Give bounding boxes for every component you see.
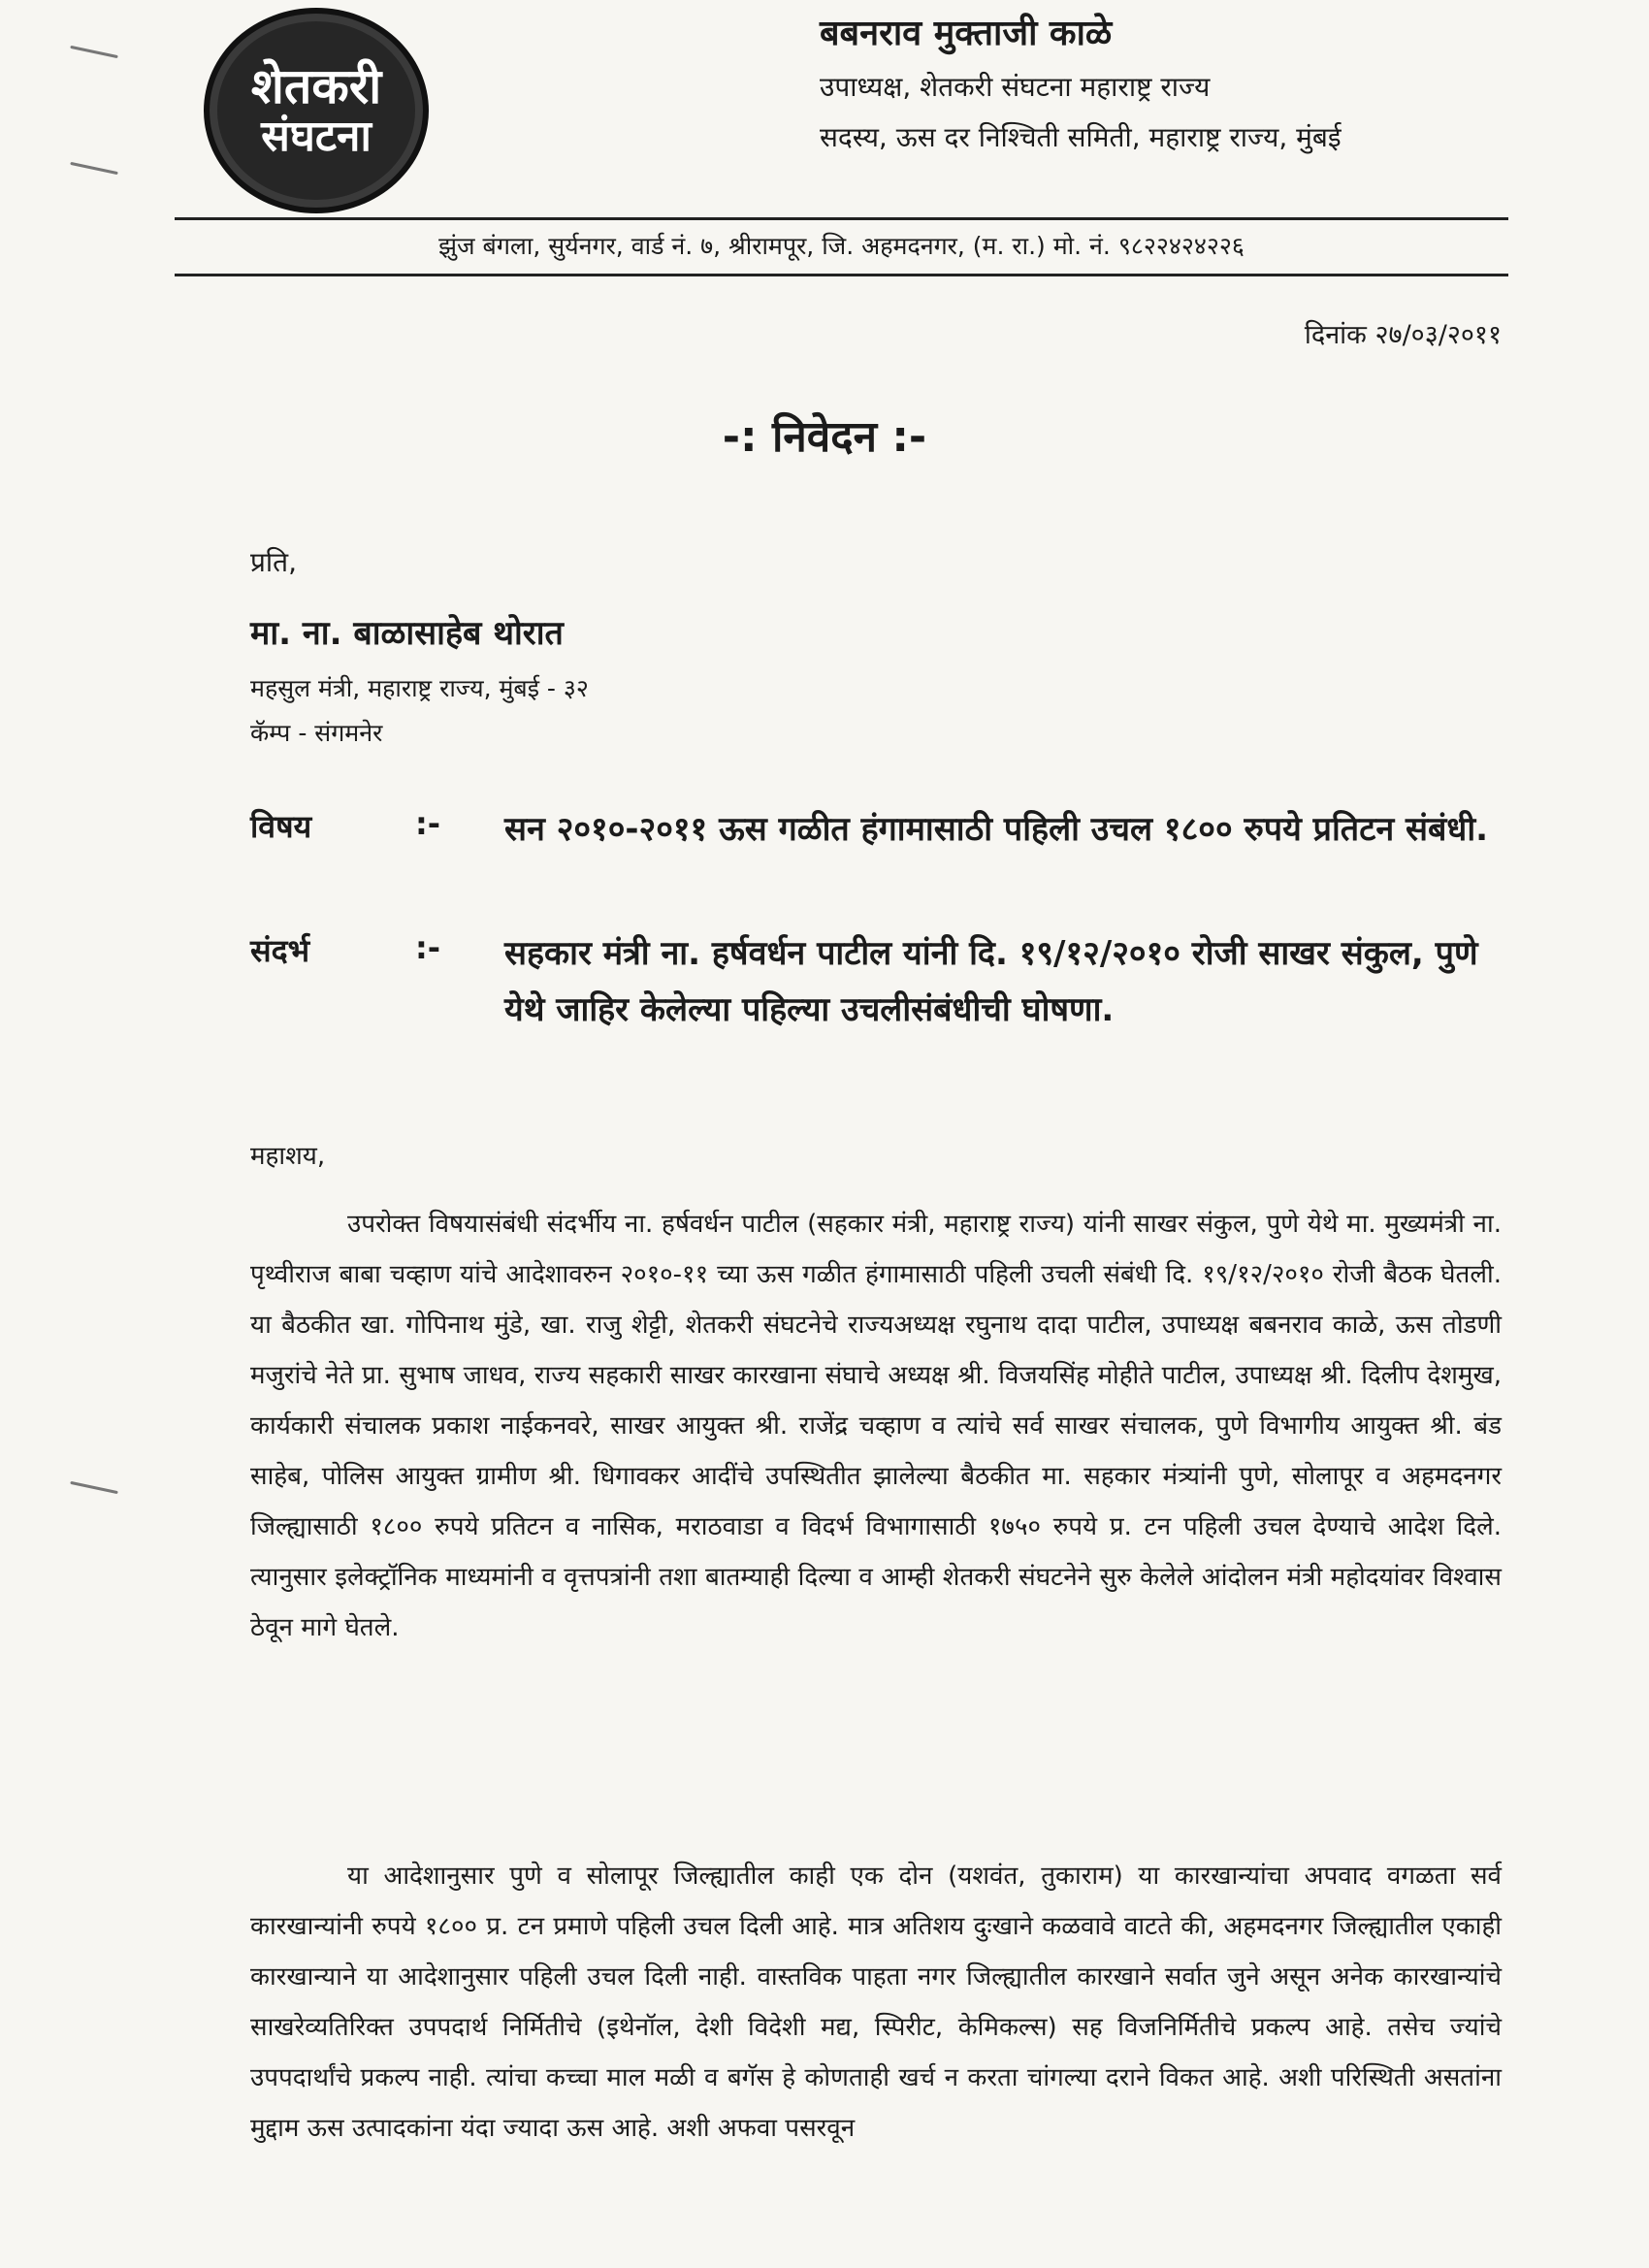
recipient-designation: महसुल मंत्री, महाराष्ट्र राज्य, मुंबई - ३२ (250, 674, 589, 702)
margin-mark (70, 1481, 118, 1494)
header-divider-bottom (175, 274, 1508, 276)
recipient-camp: कॅम्प - संगमनेर (250, 719, 383, 747)
header-divider-top (175, 217, 1508, 220)
logo-text-line2: संघटना (261, 112, 372, 162)
reference-separator: :- (415, 929, 441, 966)
reference-text: सहकार मंत्री ना. हर्षवर्धन पाटील यांनी दि. १९/१२/२०१० रोजी साखर संकुल, पुणे येथे जाहिर केलेल्या पहिल्या उचलीसंबंधीची घोषणा. (504, 934, 1478, 1029)
letter-date: दिनांक २७/०३/२०११ (1304, 320, 1502, 350)
body-paragraph-2: या आदेशानुसार पुणे व सोलापूर जिल्ह्यातील काही एक दोन (यशवंत, तुकाराम) या कारखान्यांचा अपवाद वगळता सर्व कारखान्यांनी रुपये १८०० प्र. टन प्रमाणे पहिली उचल दिली आहे. मात्र अतिशय दुःखाने कळवावे वाटते की, अहमदनगर जिल्ह्यातील एकाही कारखान्याने या आदेशानुसार पहिली उचल दिली नाही. वास्तविक पाहता नगर जिल्ह्यातील कारखाने सर्वात जुने असून अनेक कारखान्यांचे साखरेव्यतिरिक्त उपपदार्थ निर्मितीचे (इथेनॉल, देशी विदेशी मद्य, स्पिरीट, केमिकल्स) सह विजनिर्मितीचे प्रकल्प आहे. तसेच ज्यांचे उपपदार्थांचे प्रकल्प नाही. त्यांचा कच्चा माल मळी व बगॅस हे कोणताही खर्च न करता चांगल्या दराने विकत आहे. अशी परिस्थिती असतांना मुद्दाम ऊस उत्पादकांना यंदा ज्यादा ऊस आहे. अशी अफवा पसरवून (250, 1862, 1502, 2143)
recipient-name: मा. ना. बाळासाहेब थोरात (250, 614, 564, 653)
body-paragraph-1: उपरोक्त विषयासंबंधी संदर्भीय ना. हर्षवर्धन पाटील (सहकार मंत्री, महाराष्ट्र राज्य) यांनी साखर संकुल, पुणे येथे मा. मुख्यमंत्री ना. पृथ्वीराज बाबा चव्हाण यांचे आदेशावरुन २०१०-११ च्या ऊस गळीत हंगामासाठी पहिली उचली संबंधी दि. १९/१२/२०१० रोजी बैठक घेतली. या बैठकीत खा. गोपिनाथ मुंडे, खा. राजु शेट्टी, शेतकरी संघटनेचे राज्यअध्यक्ष रघुनाथ दादा पाटील, उपाध्यक्ष बबनराव काळे, ऊस तोडणी मजुरांचे नेते प्रा. सुभाष जाधव, राज्य सहकारी साखर कारखाना संघाचे अध्यक्ष श्री. विजयसिंह मोहीते पाटील, उपाध्यक्ष श्री. दिलीप देशमुख, कार्यकारी संचालक प्रकाश नाईकनवरे, साखर आयुक्त श्री. राजेंद्र चव्हाण व त्यांचे सर्व साखर संचालक, पुणे विभागीय आयुक्त श्री. बंड साहेब, पोलिस आयुक्त ग्रामीण श्री. धिगावकर आदींचे उपस्थितीत झालेल्या बैठकीत मा. सहकार मंत्र्यांनी पुणे, सोलापूर व अहमदनगर जिल्ह्यासाठी १८०० रुपये प्रतिटन व नासिक, मराठवाडा व विदर्भ विभागासाठी १७५० रुपये प्र. टन पहिली उचल देण्याचे आदेश दिले. त्यानुसार इलेक्ट्रॉनिक माध्यमांनी व वृत्तपत्रांनी तशा बातम्याही दिल्या व आम्ही शेतकरी संघटनेने सुरु केलेले आंदोलन मंत्री महोदयांवर विश्वास ठेवून मागे घेतले. (250, 1210, 1502, 1642)
sender-role-2: सदस्य, ऊस दर निश्चिती समिती, महाराष्ट्र राज्य, मुंबई (820, 121, 1342, 153)
margin-mark (70, 46, 118, 58)
salutation: महाशय, (250, 1142, 326, 1171)
recipient-label: प्रति, (250, 546, 298, 578)
subject-label: विषय (250, 808, 312, 845)
margin-mark (70, 162, 118, 175)
subject-text: सन २०१०-२०११ ऊस गळीत हंगामासाठी पहिली उचल १८०० रुपये प्रतिटन संबंधी. (504, 810, 1489, 849)
sender-address: झुंज बंगला, सुर्यनगर, वार्ड नं. ७, श्रीरामपूर, जि. अहमदनगर, (म. रा.) मो. नं. ९८२२४२४२२६ (438, 232, 1245, 260)
letter-title: -: निवेदन :- (722, 412, 927, 462)
subject-separator: :- (415, 805, 441, 842)
sender-role-1: उपाध्यक्ष, शेतकरी संघटना महाराष्ट्र राज्य (820, 71, 1211, 103)
sender-name: बबनराव मुक्ताजी काळे (820, 14, 1113, 53)
reference-label: संदर्भ (250, 932, 310, 969)
organization-logo (204, 8, 429, 213)
logo-text-line1: शेतकरी (250, 58, 382, 115)
